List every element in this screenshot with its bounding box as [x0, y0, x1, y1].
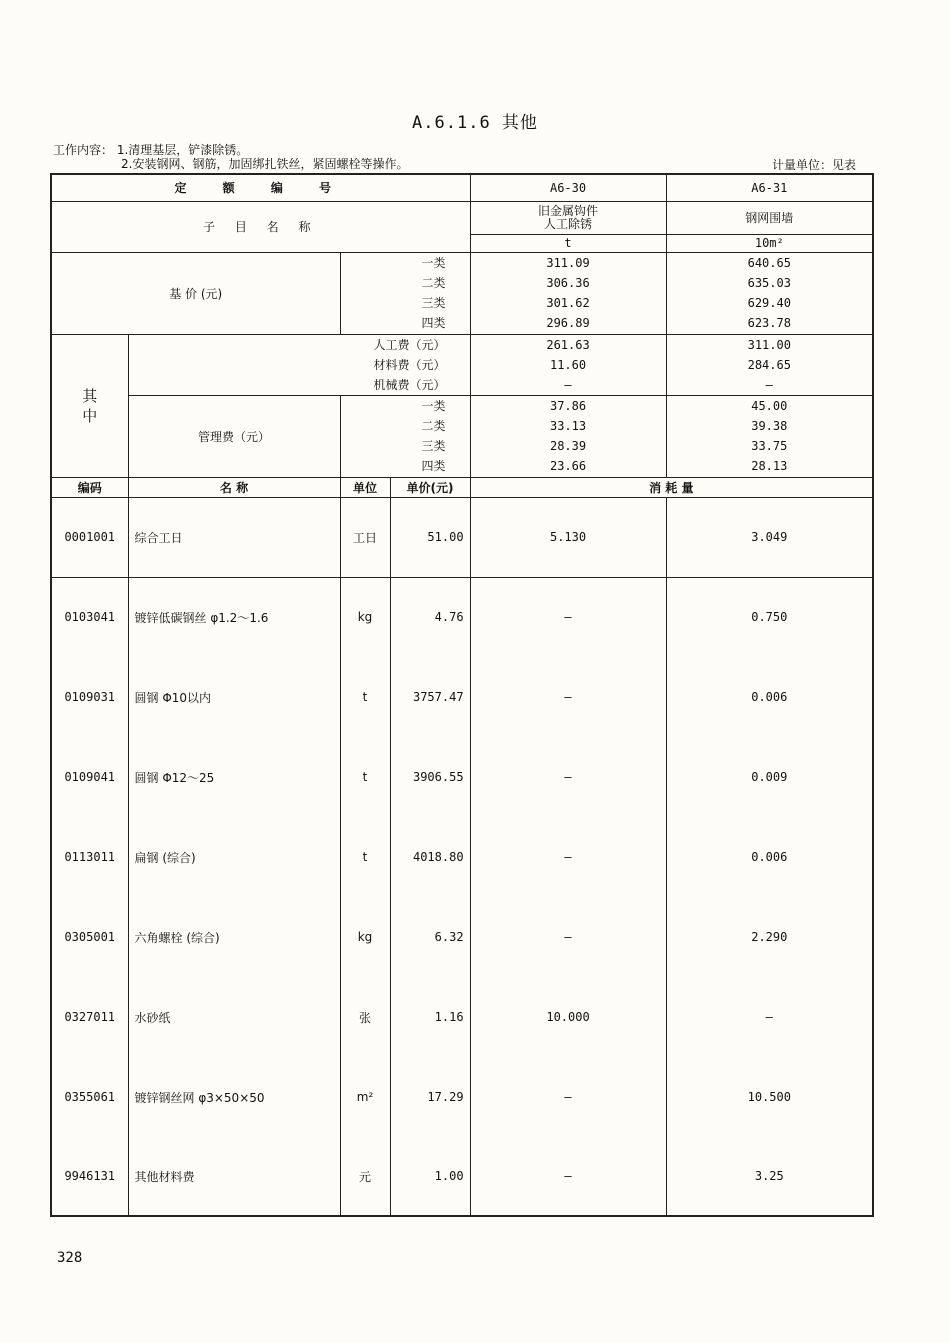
base-price-value: 629.40 — [747, 296, 791, 310]
unit-note: 计量单位：见表 — [771, 158, 856, 172]
row-code: 0109041 — [51, 737, 128, 817]
material-cost-value: 11.60 — [549, 357, 587, 372]
row-consumption-col1: – — [470, 817, 666, 897]
page-title: A.6.1.6 其他 — [412, 113, 538, 133]
labor-cost-label: 人工费（元） — [373, 337, 446, 352]
row-name: 圆钢 Φ12～25 — [128, 737, 340, 817]
row-name: 综合工日 — [128, 497, 340, 577]
material-cost-label: 材料费（元） — [373, 357, 446, 372]
row-price: 3757.47 — [390, 657, 470, 737]
quota-no-label: 定 额 编 号 — [51, 174, 470, 201]
base-price-col1 — [470, 252, 666, 334]
mgmt-fee-label: 管理费（元） — [128, 395, 340, 477]
base-price-value: 296.89 — [546, 316, 590, 330]
among-label-top: 其 — [82, 386, 98, 405]
row-price: 4018.80 — [390, 817, 470, 897]
mgmt-fee-classes — [340, 395, 470, 477]
row-code: 0001001 — [51, 497, 128, 577]
row-code: 0355061 — [51, 1057, 128, 1137]
row-consumption-col1: – — [470, 737, 666, 817]
row-unit: kg — [340, 897, 390, 977]
mgmt-fee-value: 33.75 — [751, 439, 788, 453]
class-label: 四类 — [421, 316, 446, 330]
row-consumption-col1: 10.000 — [470, 977, 666, 1057]
col-header-code: 编码 — [51, 477, 128, 497]
row-consumption-col2: – — [666, 977, 873, 1057]
row-unit: t — [340, 737, 390, 817]
class-label: 二类 — [421, 276, 446, 290]
row-unit: 张 — [340, 977, 390, 1057]
base-price-classes — [340, 252, 470, 334]
mgmt-fee-value: 39.38 — [751, 419, 788, 433]
row-name: 扁钢 (综合) — [128, 817, 340, 897]
machine-cost-label: 机械费（元） — [373, 377, 446, 392]
machine-cost-value: – — [564, 377, 572, 392]
row-price: 17.29 — [390, 1057, 470, 1137]
labor-cost-value: 311.00 — [747, 337, 791, 352]
col-header-unit: 单位 — [340, 477, 390, 497]
row-consumption-col1: 5.130 — [470, 497, 666, 577]
row-price: 51.00 — [390, 497, 470, 577]
machine-cost-value: – — [765, 377, 773, 392]
row-code: 0113011 — [51, 817, 128, 897]
mgmt-fee-col2 — [666, 395, 873, 477]
row-code: 0103041 — [51, 577, 128, 657]
base-price-value: 635.03 — [747, 276, 791, 290]
cost-col1 — [470, 334, 666, 395]
item-name-col1-line2: 人工除锈 — [544, 216, 593, 231]
base-price-value: 301.62 — [546, 296, 590, 310]
item-name-col2: 钢网围墙 — [666, 201, 873, 234]
row-consumption-col2: 0.750 — [666, 577, 873, 657]
cost-labels — [128, 334, 470, 395]
work-content — [53, 143, 408, 171]
mgmt-fee-value: 28.39 — [549, 439, 587, 453]
cost-col2 — [666, 334, 873, 395]
base-price-label: 基 价 (元) — [51, 252, 340, 334]
row-consumption-col2: 0.006 — [666, 657, 873, 737]
row-unit: 工日 — [340, 497, 390, 577]
row-name: 水砂纸 — [128, 977, 340, 1057]
work-content-line1: 1.清理基层，铲漆除锈。 — [116, 143, 249, 157]
mgmt-fee-value: 45.00 — [751, 399, 788, 413]
class-label: 一类 — [421, 399, 446, 413]
item-name-col1 — [470, 201, 666, 234]
base-price-value: 640.65 — [747, 256, 791, 270]
row-name: 其他材料费 — [128, 1137, 340, 1216]
row-consumption-col2: 3.25 — [666, 1137, 873, 1216]
col-header-price: 单价(元) — [390, 477, 470, 497]
row-consumption-col1: – — [470, 1137, 666, 1216]
item-unit-col1: t — [470, 234, 666, 252]
row-consumption-col2: 10.500 — [666, 1057, 873, 1137]
row-unit: 元 — [340, 1137, 390, 1216]
mgmt-fee-value: 23.66 — [549, 459, 587, 473]
row-price: 3906.55 — [390, 737, 470, 817]
row-consumption-col1: – — [470, 577, 666, 657]
col-header-consumption: 消 耗 量 — [470, 477, 873, 497]
row-consumption-col2: 0.009 — [666, 737, 873, 817]
row-consumption-col1: – — [470, 897, 666, 977]
base-price-value: 306.36 — [546, 276, 590, 290]
row-name: 六角螺栓 (综合) — [128, 897, 340, 977]
row-name: 镀锌钢丝网 φ3×50×50 — [128, 1057, 340, 1137]
mgmt-fee-value: 37.86 — [549, 399, 587, 413]
mgmt-fee-col1 — [470, 395, 666, 477]
quota-table — [50, 173, 874, 1217]
row-consumption-col1: – — [470, 1057, 666, 1137]
row-consumption-col2: 0.006 — [666, 817, 873, 897]
row-unit: m² — [340, 1057, 390, 1137]
row-code: 9946131 — [51, 1137, 128, 1216]
row-code: 0109031 — [51, 657, 128, 737]
row-unit: kg — [340, 577, 390, 657]
class-label: 四类 — [421, 459, 446, 473]
row-name: 镀锌低碳钢丝 φ1.2～1.6 — [128, 577, 340, 657]
row-price: 6.32 — [390, 897, 470, 977]
col-header-name: 名 称 — [128, 477, 340, 497]
item-name-col1-line1: 旧金属钩件 — [538, 203, 599, 218]
row-consumption-col1: – — [470, 657, 666, 737]
class-label: 一类 — [421, 256, 446, 270]
row-unit: t — [340, 817, 390, 897]
work-content-line2: 2.安装钢网、钢筋，加固绑扎铁丝，紧固螺栓等操作。 — [121, 157, 409, 171]
row-price: 1.16 — [390, 977, 470, 1057]
row-code: 0327011 — [51, 977, 128, 1057]
page-number: 328 — [57, 1250, 83, 1266]
base-price-col2 — [666, 252, 873, 334]
item-unit-col2: 10m² — [666, 234, 873, 252]
material-cost-value: 284.65 — [747, 357, 791, 372]
mgmt-fee-value: 33.13 — [549, 419, 587, 433]
among-label-bottom: 中 — [82, 406, 98, 425]
class-label: 三类 — [421, 296, 446, 310]
row-name: 圆钢 Φ10以内 — [128, 657, 340, 737]
row-code: 0305001 — [51, 897, 128, 977]
quota-code-col2: A6-31 — [666, 174, 873, 201]
mgmt-fee-value: 28.13 — [751, 459, 788, 473]
labor-cost-value: 261.63 — [546, 337, 590, 352]
row-unit: t — [340, 657, 390, 737]
work-content-label: 工作内容： — [53, 143, 114, 157]
base-price-value: 623.78 — [747, 316, 791, 330]
row-price: 1.00 — [390, 1137, 470, 1216]
item-name-label: 子 目 名 称 — [51, 201, 470, 252]
quota-code-col1: A6-30 — [470, 174, 666, 201]
base-price-value: 311.09 — [546, 256, 590, 270]
row-consumption-col2: 3.049 — [666, 497, 873, 577]
class-label: 二类 — [421, 419, 446, 433]
row-consumption-col2: 2.290 — [666, 897, 873, 977]
class-label: 三类 — [421, 439, 446, 453]
row-price: 4.76 — [390, 577, 470, 657]
among-label — [51, 334, 128, 477]
